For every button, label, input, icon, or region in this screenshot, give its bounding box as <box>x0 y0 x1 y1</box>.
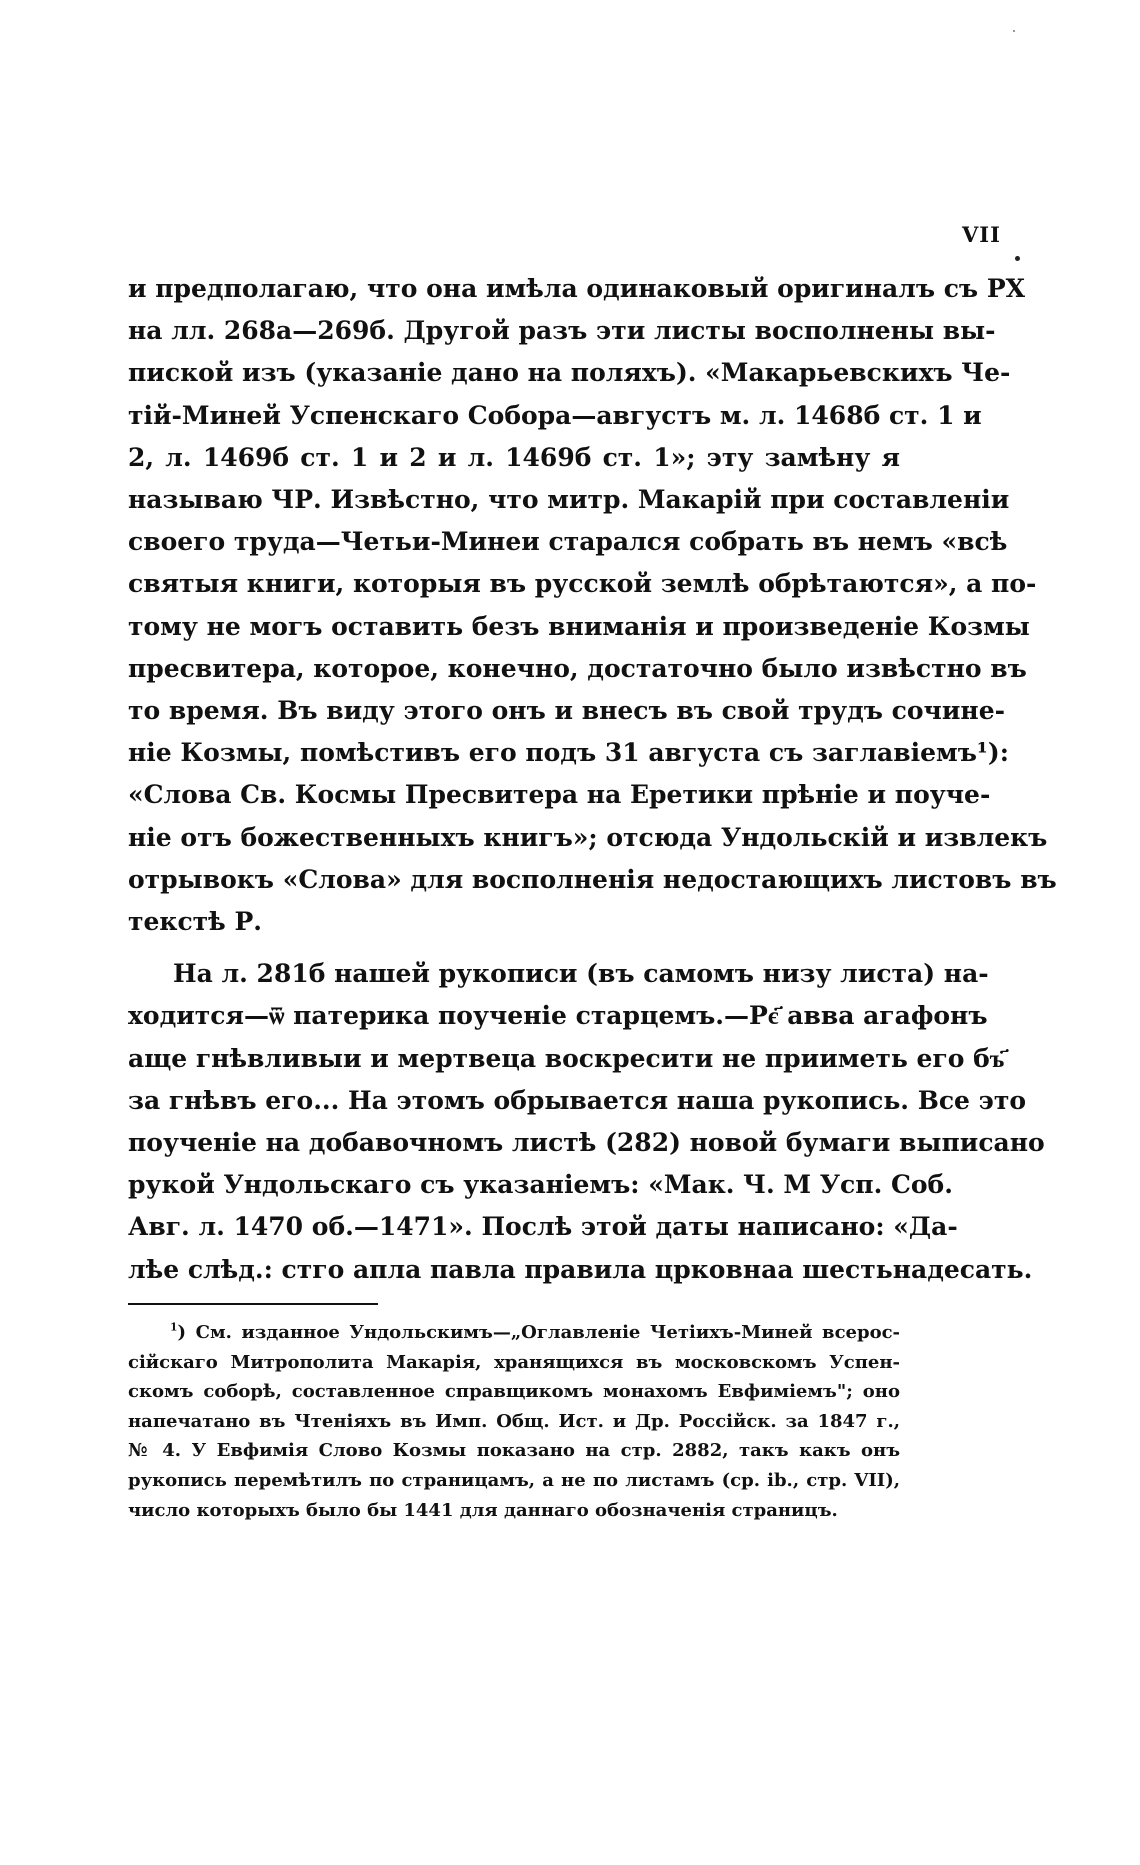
text-line: аще гнѣвливыи и мертвеца воскресити не прииметь его бъ҃ <box>128 1043 1005 1073</box>
footnote-marker: 1 <box>170 1320 178 1334</box>
footnote-line: рукопись перемѣтилъ по страницамъ, а не по листамъ (ср. іb., стр. VII), <box>128 1469 900 1491</box>
footnote-line: напечатано въ Чтеніяхъ въ Имп. Общ. Ист. и Др. Россійск. за 1847 г., <box>128 1410 900 1432</box>
footnote-divider <box>128 1303 378 1305</box>
text-line: Авг. л. 1470 об.—1471». Послѣ этой даты написано: «Да- <box>128 1212 958 1242</box>
main-text <box>128 268 1057 1291</box>
paragraph-1 <box>128 268 1057 943</box>
text-line: то время. Въ виду этого онъ и внесъ въ свой трудъ сочине- <box>128 696 1005 726</box>
text-line: лѣе слѣд.: стго апла павла правила црковнаа шестьнадесать. <box>128 1254 1033 1284</box>
paragraph-2 <box>128 953 1045 1291</box>
page-number: VII <box>962 222 1001 247</box>
text-line: 2, л. 1469б ст. 1 и 2 и л. 1469б ст. 1»; эту замѣну я <box>128 442 900 472</box>
text-line: ходится—ѿ патерика поученіе старцемъ.—Рє҃ авва агафонъ <box>128 1001 988 1031</box>
text-line: тій-Миней Успенскаго Собора—августъ м. л. 1468б ст. 1 и <box>128 400 982 430</box>
text-line: своего труда—Четьи-Минеи старался собрать въ немъ «всѣ <box>128 527 1008 557</box>
footnote-line: сійскаго Митрополита Макарія, хранящихся въ московскомъ Успен- <box>128 1351 900 1373</box>
text-line: рукой Ундольскаго съ указаніемъ: «Мак. Ч. М Усп. Соб. <box>128 1170 953 1200</box>
footnote-line: скомъ соборѣ, составленное справщикомъ монахомъ Евфиміемъ"; оно <box>128 1381 900 1403</box>
paragraph-gap <box>128 943 900 953</box>
text-line: поученіе на добавочномъ листѣ (282) новой бумаги выписано <box>128 1128 1045 1158</box>
text-line: пиской изъ (указаніе дано на поляхъ). «Макарьевскихъ Че- <box>128 358 1011 388</box>
text-line: тому не могъ оставить безъ вниманія и произведеніе Козмы <box>128 611 1030 641</box>
footnote-line: № 4. У Евфимія Слово Козмы показано на стр. 2882, такъ какъ онъ <box>128 1440 900 1462</box>
text-line: ніе Козмы, помѣстивъ его подъ 31 августа съ заглавіемъ¹): <box>128 738 1009 768</box>
footnote-line-text: ) См. изданное Ундольскимъ—„Оглавленіе Четіихъ-Миней всерос- <box>177 1322 900 1343</box>
text-line: «Слова Св. Космы Пресвитера на Еретики прѣніе и поуче- <box>128 780 991 810</box>
footnote-line <box>128 1318 900 1348</box>
text-line: На л. 281б нашей рукописи (въ самомъ низу листа) на- <box>173 959 989 989</box>
text-line: и предполагаю, что она имѣла одинаковый оригиналъ съ РХ <box>128 274 1026 303</box>
text-line: пресвитера, которое, конечно, достаточно было извѣстно въ <box>128 653 1027 683</box>
ink-speck <box>1015 256 1020 261</box>
ink-speck <box>1013 30 1015 32</box>
text-line: называю ЧР. Извѣстно, что митр. Макарій при составленіи <box>128 485 1010 515</box>
text-line: за гнѣвъ его... На этомъ обрывается наша рукопись. Все это <box>128 1085 1027 1115</box>
text-line: отрывокъ «Слова» для восполненія недостающихъ листовъ въ <box>128 864 1057 894</box>
text-line: на лл. 268а—269б. Другой разъ эти листы восполнены вы- <box>128 316 996 346</box>
footnote <box>128 1318 900 1525</box>
text-line: святыя книги, которыя въ русской землѣ обрѣтаются», а по- <box>128 569 1037 599</box>
footnote-line: число которыхъ было бы 1441 для даннаго обозначенія страницъ. <box>128 1499 838 1521</box>
text-line: текстѣ Р. <box>128 907 262 937</box>
text-line: ніе отъ божественныхъ книгъ»; отсюда Ундольскій и извлекъ <box>128 822 1048 852</box>
